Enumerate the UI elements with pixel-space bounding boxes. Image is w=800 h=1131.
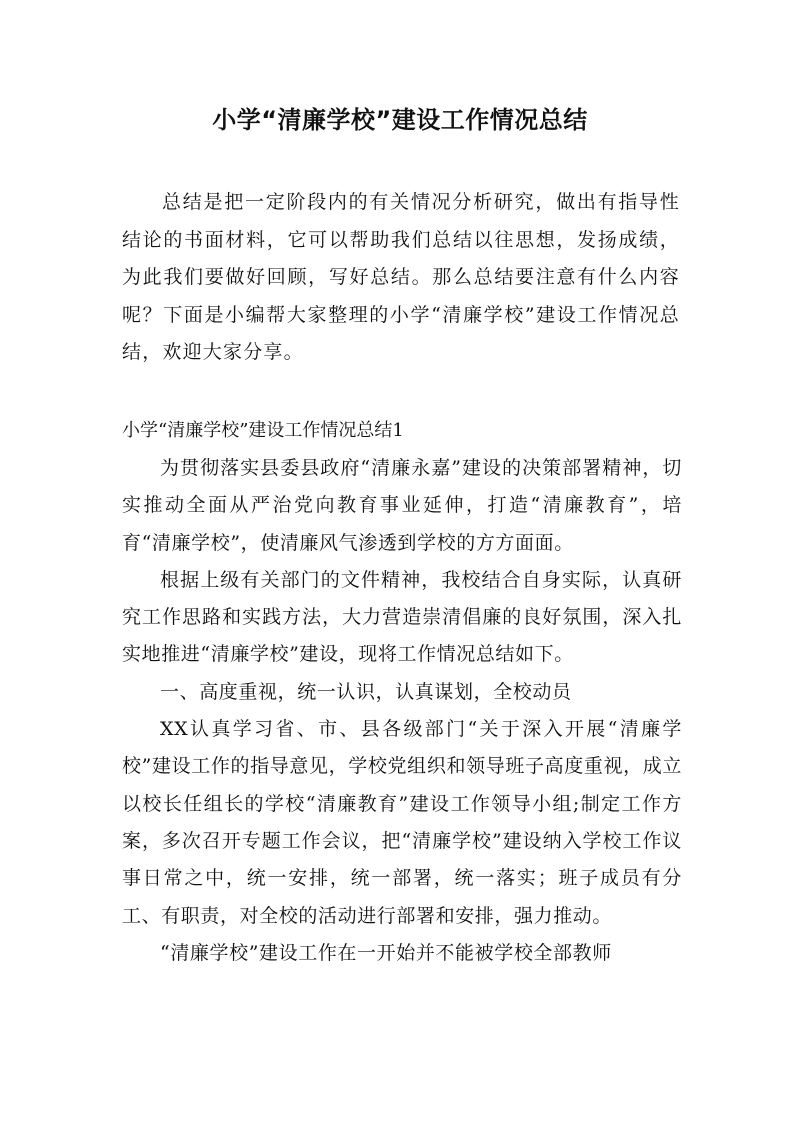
body-paragraph: XX认真学习省、市、县各级部门“关于深入开展“清廉学校”建设工作的指导意见，学校党组织和领导班子高度重视，成立以校长任组长的学校“清廉教育”建设工作领导小组;制定工作方案，多次召开专题工作会议，把“清廉学校”建设纳入学校工作议事日常之中，统一安排，统一部署，统一落实；班子成员有分工、有职责，对全校的活动进行部署和安排，强力推动。 (122, 718, 682, 927)
body-paragraph: 为贯彻落实县委县政府“清廉永嘉”建设的决策部署精神，切实推动全面从严治党向教育事业延伸，打造“清廉教育”，培育“清廉学校”，使清廉风气渗透到学校的方方面面。 (122, 457, 682, 554)
section-heading: 小学“清廉学校”建设工作情况总结1 (122, 420, 404, 441)
document-title: 小学“清廉学校”建设工作情况总结 (212, 106, 588, 134)
subheading-paragraph: 一、高度重视，统一认识，认真谋划，全校动员 (160, 680, 572, 703)
document-body (122, 450, 682, 972)
intro-paragraph: 总结是把一定阶段内的有关情况分析研究，做出有指导性结论的书面材料，它可以帮助我们总结以往思想，发扬成绩，为此我们要做好回顾，写好总结。那么总结要注意有什么内容呢？下面是小编帮大家整理的小学“清廉学校”建设工作情况总结，欢迎大家分享。 (122, 191, 680, 363)
body-paragraph: 根据上级有关部门的文件精神，我校结合自身实际，认真研究工作思路和实践方法，大力营造崇清倡廉的良好氛围，深入扎实地推进“清廉学校”建设，现将工作情况总结如下。 (122, 568, 682, 666)
body-paragraph: “清廉学校”建设工作在一开始并不能被学校全部教师 (160, 941, 612, 964)
